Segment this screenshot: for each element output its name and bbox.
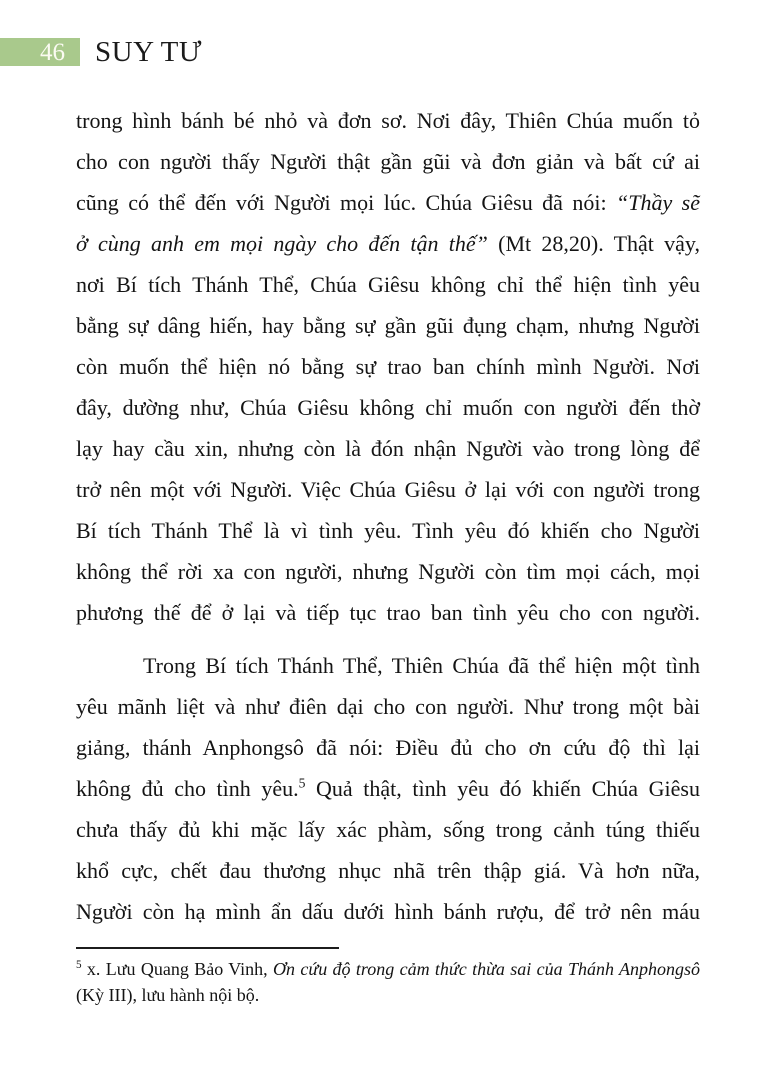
footnote-divider	[76, 947, 339, 949]
text-line	[76, 182, 700, 223]
text-segment: (Kỳ III), lưu hành nội bộ.	[76, 985, 260, 1005]
text-line	[76, 387, 700, 428]
text-line	[76, 305, 700, 346]
text-line	[76, 809, 700, 850]
text-segment: phương thế để ở lại và tiếp tục trao ban tình yêu cho con người.	[76, 600, 700, 625]
text-line	[76, 850, 700, 891]
text-line	[76, 510, 700, 551]
text-segment: lạy hay cầu xin, nhưng còn là đón nhận Người vào trong lòng để	[76, 436, 700, 461]
text-segment: trong hình bánh bé nhỏ và đơn sơ. Nơi đây, Thiên Chúa muốn tỏ	[76, 108, 700, 133]
text-line	[76, 428, 700, 469]
text-segment: bằng sự dâng hiến, hay bằng sự gần gũi đụng chạm, nhưng Người	[76, 313, 700, 338]
text-line	[76, 551, 700, 592]
page-header	[0, 35, 764, 68]
text-line	[76, 645, 700, 686]
text-segment: Bí tích Thánh Thể là vì tình yêu. Tình yêu đó khiến cho Người	[76, 518, 700, 543]
text-segment: khổ cực, chết đau thương nhục nhã trên thập giá. Và hơn nữa,	[76, 858, 700, 883]
text-line	[76, 141, 700, 182]
text-segment: (Mt 28,20). Thật vậy,	[487, 231, 700, 256]
italic-segment: Ơn cứu độ trong cảm thức thừa sai của Thánh Anphongsô	[273, 959, 700, 979]
text-segment: nơi Bí tích Thánh Thể, Chúa Giêsu không chỉ thể hiện tình yêu	[76, 272, 700, 297]
page-number-badge	[0, 38, 80, 66]
text-segment: đây, dường như, Chúa Giêsu không chỉ muốn con người đến thờ	[76, 395, 700, 420]
text-segment: Trong Bí tích Thánh Thể, Thiên Chúa đã thể hiện một tình	[143, 653, 700, 678]
body-text	[76, 100, 700, 932]
text-segment: còn muốn thể hiện nó bằng sự trao ban chính mình Người. Nơi	[76, 354, 700, 379]
text-line	[76, 686, 700, 727]
text-segment: cho con người thấy Người thật gần gũi và đơn giản và bất cứ ai	[76, 149, 700, 174]
running-title: SUY TƯ	[95, 35, 202, 68]
text-line	[76, 768, 700, 809]
text-line	[76, 223, 700, 264]
text-segment: chưa thấy đủ khi mặc lấy xác phàm, sống trong cảnh túng thiếu	[76, 817, 700, 842]
italic-segment: “Thầy sẽ	[616, 190, 700, 215]
text-line	[76, 100, 700, 141]
text-segment: không thể rời xa con người, nhưng Người còn tìm mọi cách, mọi	[76, 559, 700, 584]
footnote-marker: 5	[298, 775, 306, 791]
paragraph	[76, 645, 700, 932]
text-segment: trở nên một với Người. Việc Chúa Giêsu ở lại với con người trong	[76, 477, 700, 502]
text-line	[76, 469, 700, 510]
italic-segment: ở cùng anh em mọi ngày cho đến tận thế”	[76, 231, 488, 256]
text-line	[76, 982, 700, 1008]
text-line	[76, 891, 700, 932]
text-segment: không đủ cho tình yêu.	[76, 776, 299, 801]
text-segment: yêu mãnh liệt và như điên dại cho con người. Như trong một bài	[76, 694, 700, 719]
text-line	[76, 727, 700, 768]
text-line	[76, 956, 700, 982]
page-number: 46	[40, 38, 65, 66]
text-line	[76, 592, 700, 633]
text-segment: x. Lưu Quang Bảo Vinh,	[81, 959, 274, 979]
text-line	[76, 346, 700, 387]
footnote	[76, 956, 700, 1008]
text-segment: Người còn hạ mình ẩn dấu dưới hình bánh rượu, để trở nên máu	[76, 899, 700, 924]
text-segment: cũng có thể đến với Người mọi lúc. Chúa Giêsu đã nói:	[76, 190, 616, 215]
text-segment: giảng, thánh Anphongsô đã nói: Điều đủ cho ơn cứu độ thì lại	[76, 735, 700, 760]
paragraph	[76, 100, 700, 633]
text-line	[76, 264, 700, 305]
text-segment: Quả thật, tình yêu đó khiến Chúa Giêsu	[305, 776, 700, 801]
footnote-marker: 5	[76, 959, 82, 971]
